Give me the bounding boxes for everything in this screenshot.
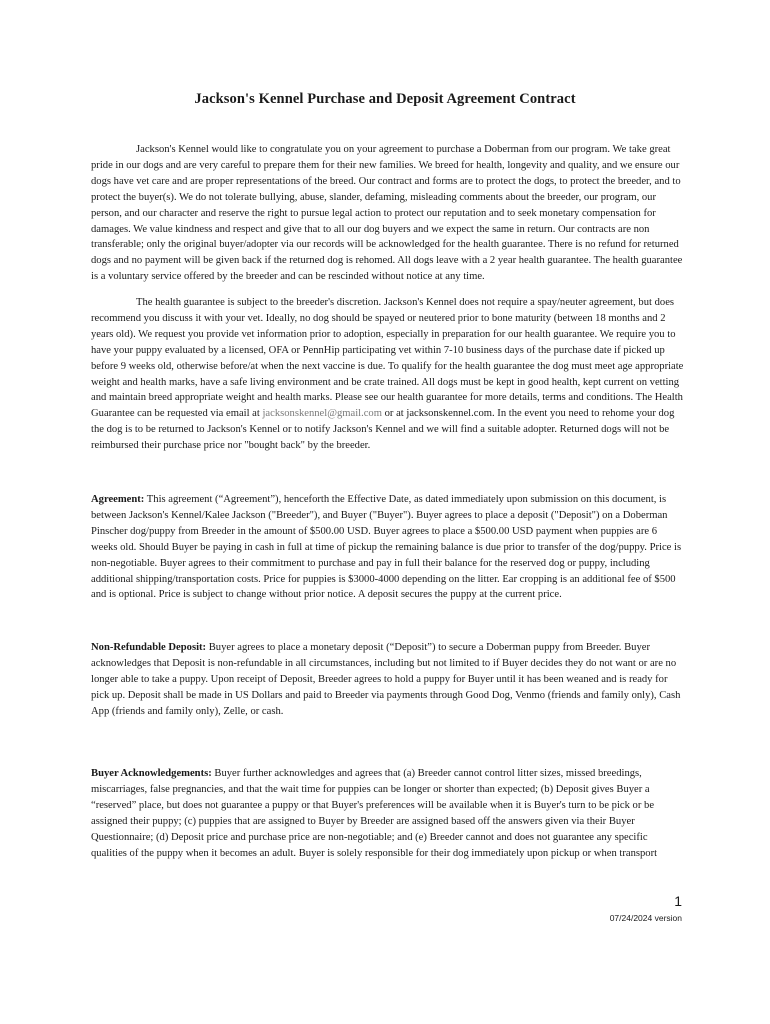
health-guarantee-paragraph [91, 295, 685, 454]
acknowledgements-heading: Buyer Acknowledgements: [91, 768, 212, 779]
health-text-after-link: or at jacksonskennel.com. In the event you need to rehome your dog the dog is to be returned to Jackson's Kennel or to notify Jackson's Kennel and we will find a suitable adopter. Returned dogs will not be reimbursed their purchase price nor "bought back" by the breeder. [91, 408, 675, 452]
deposit-text: Buyer agrees to place a monetary deposit (“Deposit”) to secure a Doberman puppy from Breeder. Buyer acknowledges that Deposit is non-refundable in all circumstances, including but not limited to if Buyer decides they do not want or are no longer able to take a puppy. Upon receipt of Deposit, Breeder agrees to hold a puppy for Buyer until it has been weaned and is ready for pick up. Deposit shall be made in US Dollars and paid to Breeder via payments through Good Dog, Venmo (friends and family only), Cash App (friends and family only), Zelle, or cash. [91, 642, 681, 717]
agreement-text: This agreement (“Agreement”), henceforth the Effective Date, as dated immediately upon submission on this document, is between Jackson's Kennel/Kalee Jackson ("Breeder"), and Buyer ("Buyer"). Buyer agrees to place a deposit ("Deposit") on a Doberman Pinscher dog/puppy from Breeder in the amount of $500.00 USD. Buyer agrees to place a $500.00 USD payment when puppies are 6 weeks old. Should Buyer be paying in cash in full at time of pickup the remaining balance is due prior to transfer of the dog/puppy. Price is non-negotiable. Buyer agrees to their commitment to purchase and pay in full their balance for the reserved dog or puppy, including additional shipping/transportation costs. Price for puppies is $3000-4000 depending on the litter. Ear cropping is an additional fee of $500 and is optional. Price is subject to change without prior notice. A deposit secures the puppy at the current price. [91, 494, 682, 601]
intro-paragraph: Jackson's Kennel would like to congratulate you on your agreement to purchase a Doberman from our program. We take great pride in our dogs and are very careful to prepare them for their new families. We breed for health, longevity and quality, and we ensure our dogs have vet care and are proper representations of the breed. Our contract and forms are to protect the dogs, to protect the breeder, and to protect the buyer(s). We do not tolerate bullying, abuse, slander, defaming, misleading comments about the breeder, our program, our person, and our character and reserve the right to pursue legal action to protect our reputation and to seek monetary compensation for damages. We value kindness and respect and give that to all our dog buyers and we expect the same in return. Our contracts are non transferable; only the original buyer/adopter via our records will be acknowledged for the health guarantee. There is no refund for returned dogs and no payment will be given back if the returned dog is rehomed. All dogs leave with a 2 year health guarantee. The health guarantee is a voluntary service offered by the breeder and can be rescinded without notice at any time. [91, 144, 683, 283]
document-title: Jackson's Kennel Purchase and Deposit Agreement Contract [194, 91, 576, 107]
agreement-paragraph [91, 492, 685, 603]
acknowledgements-paragraph [91, 766, 685, 861]
deposit-heading: Non-Refundable Deposit: [91, 642, 207, 653]
deposit-paragraph [91, 640, 685, 720]
page-number: 1 [674, 893, 682, 909]
health-text-before-link: The health guarantee is subject to the breeder's discretion. Jackson's Kennel does not require a spay/neuter agreement, but does recommend you discuss it with your vet. Ideally, no dog should be spayed or neutered prior to bone maturity (between 18 months and 2 years old). We request you provide vet information prior to adoption, especially in preparation for our health guarantee. We require you to have your puppy evaluated by a licensed, OFA or PennHip participating vet within 7-10 business days of the purchase date if picked up before 9 weeks old, otherwise before/at when the next vaccine is due. To qualify for the health guarantee the dog must meet age appropriate weight and health marks, have a safe living environment and be crate trained. All dogs must be kept in good health, kept current on vetting and maintain breed appropriate weight and health marks. Please see our health guarantee for more details, terms and conditions. The Health Guarantee can be requested via email at [91, 297, 684, 420]
acknowledgements-text: Buyer further acknowledges and agrees that (a) Breeder cannot control litter sizes, missed breedings, miscarriages, false pregnancies, and that the wait time for puppies can be longer or shorter than expected; (b) Deposit gives Buyer a “reserved” place, but does not guarantee a puppy or that Buyer's preferences will be available when it is Buyer's turn to be pick or be assigned their puppy; (c) puppies that are assigned to Buyer by Breeder are assigned based off the answers given via their Buyer Questionnaire; (d) Deposit price and purchase price are non-negotiable; and (e) Breeder cannot and does not guarantee any specific qualities of the puppy when it becomes an adult. Buyer is solely responsible for their dog immediately upon pickup or when transport [91, 768, 658, 859]
email-link[interactable]: jacksonskennel@gmail.com [262, 408, 382, 420]
version-label: 07/24/2024 version [609, 913, 682, 923]
agreement-heading: Agreement: [91, 494, 145, 505]
